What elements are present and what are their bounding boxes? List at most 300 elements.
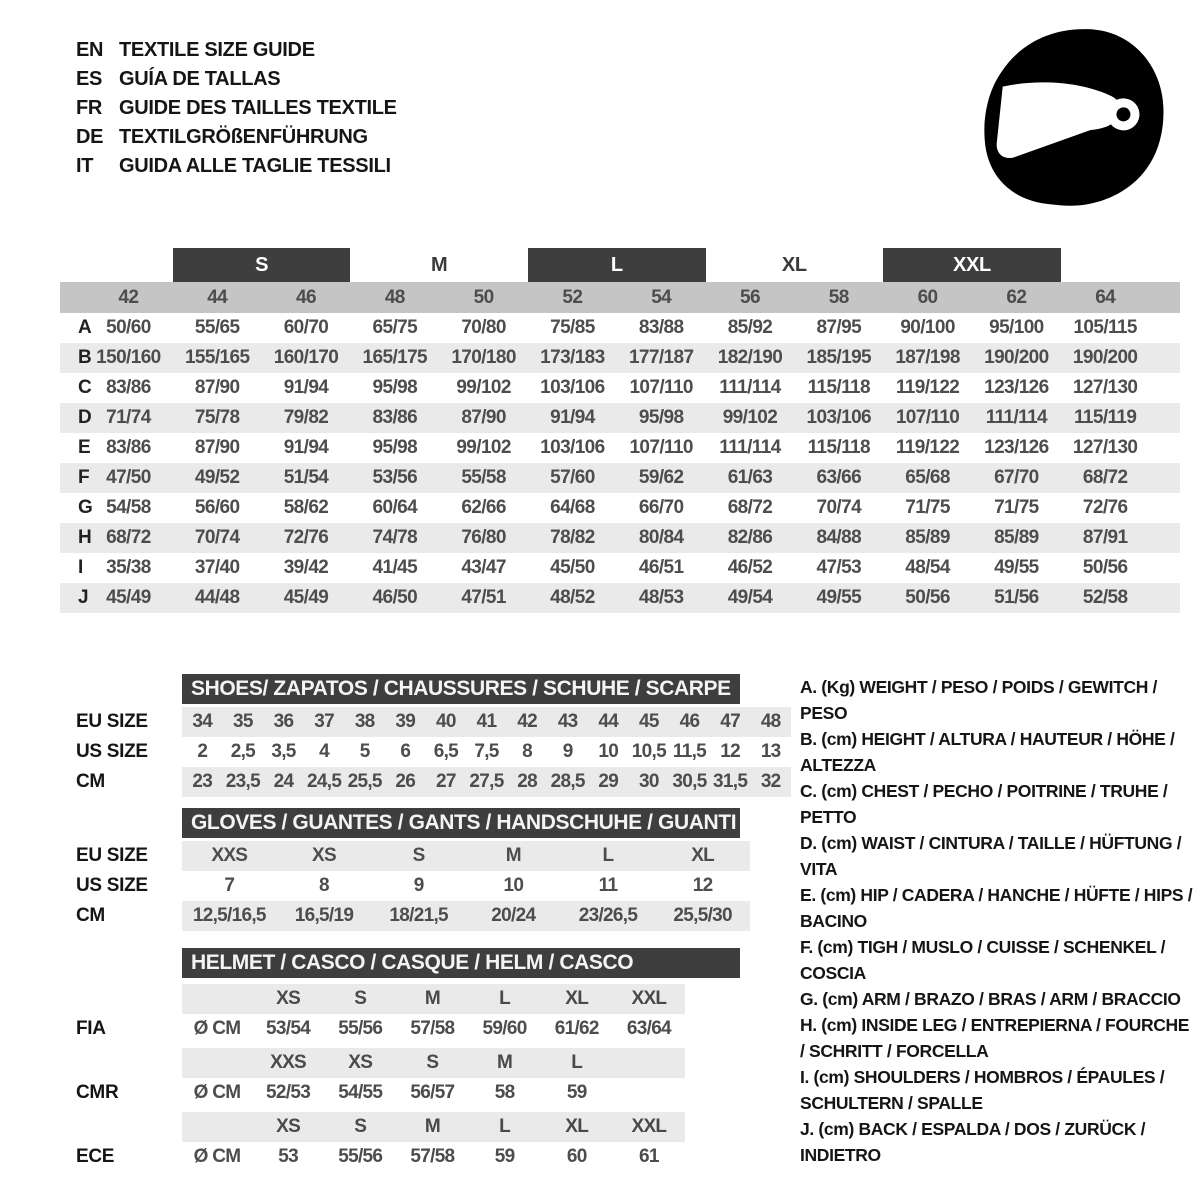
gloves-cell: L bbox=[602, 845, 614, 866]
textile-size-cell: 107/110 bbox=[895, 407, 960, 428]
numeric-size: 64 bbox=[1095, 286, 1116, 308]
numeric-size: 48 bbox=[384, 286, 405, 308]
textile-size-cell: 49/54 bbox=[727, 587, 773, 608]
certification-label: FIA bbox=[76, 1018, 106, 1039]
shoes-cell: 38 bbox=[354, 711, 375, 732]
textile-size-cell: 155/165 bbox=[184, 347, 250, 368]
textile-size-cell: 85/89 bbox=[994, 527, 1039, 548]
helmet-table bbox=[76, 948, 688, 1172]
shoes-row-label: CM bbox=[76, 771, 105, 792]
textile-size-cell: 190/200 bbox=[984, 347, 1049, 368]
textile-size-cell: 83/86 bbox=[106, 437, 151, 458]
gloves-cell: 12,5/16,5 bbox=[192, 905, 266, 926]
shoes-cell: 46 bbox=[679, 711, 700, 732]
textile-size-cell: 50/60 bbox=[106, 317, 151, 338]
textile-size-cell: 115/118 bbox=[807, 437, 870, 458]
size-group-xl: XL bbox=[781, 253, 807, 276]
textile-size-cell: 58/62 bbox=[283, 497, 329, 518]
shoes-cell: 39 bbox=[395, 711, 416, 732]
shoes-cell: 26 bbox=[395, 771, 416, 792]
gloves-cell: M bbox=[505, 845, 521, 866]
helmet-values bbox=[182, 1014, 685, 1044]
language-row bbox=[76, 94, 397, 123]
helmet-sizes-values bbox=[182, 1048, 685, 1078]
textile-size-cell: 51/56 bbox=[994, 587, 1039, 608]
textile-size-cell: 165/175 bbox=[362, 347, 428, 368]
gloves-cell: S bbox=[412, 845, 425, 866]
gloves-cell: 16,5/19 bbox=[294, 905, 354, 926]
textile-size-cell: 111/114 bbox=[985, 407, 1048, 428]
textile-size-cell: 103/106 bbox=[540, 437, 605, 458]
shoes-cell: 31,5 bbox=[713, 771, 748, 792]
shoes-cell: 30 bbox=[639, 771, 659, 792]
shoes-cell: 24 bbox=[273, 771, 294, 792]
textile-size-cell: 45/49 bbox=[283, 587, 329, 608]
textile-size-cell: 65/68 bbox=[905, 467, 950, 488]
gloves-cell: XL bbox=[691, 845, 715, 866]
row-letter: G bbox=[78, 497, 93, 518]
textile-row-h bbox=[60, 523, 1180, 553]
legend-entry: D. (cm) WAIST / CINTURA / TAILLE / HÜFTUNG / VITA bbox=[800, 833, 1182, 879]
certification-label: ECE bbox=[76, 1146, 115, 1167]
textile-size-cell: 87/90 bbox=[194, 377, 240, 398]
gloves-cell: 10 bbox=[503, 875, 524, 896]
textile-size-cell: 63/66 bbox=[816, 467, 862, 488]
textile-size-cell: 111/114 bbox=[719, 377, 781, 398]
textile-size-cell: 90/100 bbox=[900, 317, 955, 338]
textile-size-cell: 170/180 bbox=[451, 347, 516, 368]
textile-size-cell: 182/190 bbox=[717, 347, 783, 368]
shoes-cell: 11,5 bbox=[672, 741, 707, 762]
legend-entry: F. (cm) TIGH / MUSLO / CUISSE / SCHENKEL / COSCIA bbox=[800, 937, 1166, 983]
textile-size-cell: 71/74 bbox=[106, 407, 151, 428]
textile-size-cell: 54/58 bbox=[106, 497, 151, 518]
gloves-cell: 23/26,5 bbox=[578, 905, 638, 926]
gloves-row bbox=[76, 901, 752, 931]
textile-size-cell: 48/54 bbox=[905, 557, 950, 578]
textile-size-cell: 80/84 bbox=[638, 527, 684, 548]
shoes-cell: 25,5 bbox=[347, 771, 382, 792]
language-title: TEXTILE SIZE GUIDE bbox=[119, 39, 315, 61]
shoes-cell: 23,5 bbox=[225, 771, 260, 792]
helmet-unit-cell: Ø CM bbox=[193, 1018, 241, 1039]
shoes-cell: 44 bbox=[598, 711, 619, 732]
textile-size-cell: 43/47 bbox=[461, 557, 506, 578]
helmet-value-cell: 59 bbox=[494, 1146, 515, 1167]
row-letter: H bbox=[78, 527, 92, 548]
textile-size-cell: 49/55 bbox=[816, 587, 862, 608]
helmet-size-cell: XS bbox=[276, 988, 301, 1009]
language-title: TEXTILGRÖßENFÜHRUNG bbox=[119, 126, 368, 148]
shoes-cell: 10,5 bbox=[631, 741, 666, 762]
textile-size-cell: 66/70 bbox=[638, 497, 684, 518]
helmet-sizes-row-cmr bbox=[76, 1048, 688, 1078]
textile-size-cell: 87/90 bbox=[194, 437, 240, 458]
gloves-cell: 25,5/30 bbox=[673, 905, 732, 926]
gloves-row bbox=[76, 871, 752, 901]
shoes-cell: 28,5 bbox=[550, 771, 585, 792]
helmet-size-cell: XXL bbox=[631, 988, 667, 1009]
textile-size-cell: 44/48 bbox=[194, 587, 240, 608]
language-row bbox=[76, 36, 397, 65]
numeric-size: 50 bbox=[473, 286, 494, 308]
gloves-row-label: EU SIZE bbox=[76, 845, 148, 866]
textile-size-cell: 60/64 bbox=[372, 497, 418, 518]
textile-size-cell: 50/56 bbox=[1082, 557, 1128, 578]
textile-size-cell: 87/91 bbox=[1082, 527, 1128, 548]
shoes-cell: 34 bbox=[192, 711, 213, 732]
helmet-sizes-row-label bbox=[76, 984, 182, 1014]
textile-size-cell: 78/82 bbox=[550, 527, 595, 548]
gloves-cell: XXS bbox=[211, 845, 248, 866]
helmet-value-cell: 61/62 bbox=[554, 1018, 599, 1039]
textile-size-cell: 45/49 bbox=[106, 587, 151, 608]
textile-row-g bbox=[60, 493, 1180, 523]
helmet-sizes-row-ece bbox=[76, 1112, 688, 1142]
legend-entry: H. (cm) INSIDE LEG / ENTREPIERNA / FOURCHE / SCHRITT / FORCELLA bbox=[800, 1015, 1190, 1061]
helmet-value-cell: 56/57 bbox=[410, 1082, 455, 1103]
helmet-value-cell: 52/53 bbox=[266, 1082, 311, 1103]
helmet-size-cell: XXL bbox=[631, 1116, 667, 1137]
textile-size-cell: 70/80 bbox=[461, 317, 506, 338]
textile-size-cell: 95/100 bbox=[989, 317, 1044, 338]
helmet-size-cell: L bbox=[499, 988, 511, 1009]
helmet-sizes-values bbox=[182, 1112, 685, 1142]
gloves-row-label: US SIZE bbox=[76, 875, 148, 896]
textile-row-b bbox=[60, 343, 1180, 373]
textile-size-cell: 47/53 bbox=[816, 557, 862, 578]
shoes-table-rows bbox=[76, 707, 792, 797]
helmet-value-cell: 57/58 bbox=[410, 1018, 455, 1039]
helmet-values-row-fia bbox=[76, 1014, 688, 1044]
shoes-cell: 40 bbox=[436, 711, 456, 732]
textile-size-cell: 75/85 bbox=[550, 317, 595, 338]
textile-size-cell: 60/70 bbox=[283, 317, 329, 338]
measurement-legend bbox=[800, 674, 1198, 1168]
gloves-row-label: CM bbox=[76, 905, 105, 926]
language-code: DE bbox=[76, 126, 104, 148]
helmet-value-cell: 53/54 bbox=[266, 1018, 311, 1039]
helmet-value-cell: 57/58 bbox=[410, 1146, 455, 1167]
language-code: IT bbox=[76, 155, 94, 177]
textile-row-j bbox=[60, 583, 1180, 613]
helmet-size-cell: XS bbox=[348, 1052, 373, 1073]
helmet-size-cell: XS bbox=[276, 1116, 301, 1137]
helmet-table-title: HELMET / CASCO / CASQUE / HELM / CASCO bbox=[182, 948, 740, 978]
language-code: EN bbox=[76, 39, 104, 61]
helmet-value-cell: 59/60 bbox=[482, 1018, 527, 1039]
gloves-table bbox=[76, 808, 752, 931]
textile-size-cell: 107/110 bbox=[629, 437, 693, 458]
row-letter: E bbox=[78, 437, 91, 458]
shoes-cell: 37 bbox=[314, 711, 334, 732]
size-group-l: L bbox=[528, 248, 706, 282]
helmet-icon bbox=[972, 20, 1172, 217]
shoes-cell: 48 bbox=[760, 711, 781, 732]
textile-size-cell: 51/54 bbox=[283, 467, 329, 488]
shoes-cell: 2 bbox=[197, 741, 208, 762]
numeric-size: 58 bbox=[828, 286, 849, 308]
helmet-sizes-row-fia bbox=[76, 984, 688, 1014]
textile-size-cell: 59/62 bbox=[638, 467, 684, 488]
shoes-cell: 7,5 bbox=[474, 741, 499, 762]
shoes-cell: 10 bbox=[598, 741, 619, 762]
row-letter: J bbox=[78, 587, 89, 608]
textile-size-cell: 115/119 bbox=[1073, 407, 1137, 428]
textile-size-cell: 190/200 bbox=[1072, 347, 1138, 368]
textile-size-cell: 76/80 bbox=[461, 527, 506, 548]
helmet-sizes-values bbox=[182, 984, 685, 1014]
helmet-value-cell: 55/56 bbox=[338, 1018, 383, 1039]
shoes-cell: 4 bbox=[319, 741, 330, 762]
size-group-m: M bbox=[431, 253, 448, 276]
textile-size-cell: 70/74 bbox=[816, 497, 862, 518]
shoes-cell: 6 bbox=[400, 741, 411, 762]
helmet-unit-cell: Ø CM bbox=[193, 1146, 241, 1167]
textile-size-cell: 173/183 bbox=[540, 347, 605, 368]
row-letter: C bbox=[78, 377, 92, 398]
numeric-size: 44 bbox=[207, 286, 228, 308]
textile-size-cell: 95/98 bbox=[372, 377, 418, 398]
helmet-value-cell: 59 bbox=[566, 1082, 587, 1103]
row-letter: F bbox=[78, 467, 90, 488]
shoes-cell: 9 bbox=[562, 741, 573, 762]
numeric-size: 60 bbox=[917, 286, 938, 308]
gloves-cell: XS bbox=[312, 845, 336, 866]
language-row bbox=[76, 65, 397, 94]
shoes-cell: 29 bbox=[598, 771, 619, 792]
textile-size-cell: 91/94 bbox=[283, 377, 329, 398]
shoes-cell: 43 bbox=[557, 711, 578, 732]
row-letter: D bbox=[78, 407, 92, 428]
language-code: FR bbox=[76, 97, 103, 119]
shoes-row-label: US SIZE bbox=[76, 741, 148, 762]
textile-size-cell: 67/70 bbox=[994, 467, 1039, 488]
textile-size-cell: 85/92 bbox=[727, 317, 773, 338]
helmet-value-cell: 60 bbox=[566, 1146, 587, 1167]
language-code: ES bbox=[76, 68, 103, 90]
textile-size-cell: 50/56 bbox=[905, 587, 950, 608]
legend-entry: B. (cm) HEIGHT / ALTURA / HAUTEUR / HÖHE / ALTEZZA bbox=[800, 729, 1175, 775]
textile-size-cell: 119/122 bbox=[895, 377, 960, 398]
textile-size-cell: 49/52 bbox=[194, 467, 240, 488]
textile-size-cell: 82/86 bbox=[727, 527, 773, 548]
textile-size-cell: 72/76 bbox=[283, 527, 329, 548]
legend-entry: G. (cm) ARM / BRAZO / BRAS / ARM / BRACCIO bbox=[800, 989, 1181, 1009]
textile-size-cell: 99/102 bbox=[722, 407, 778, 428]
helmet-values bbox=[182, 1078, 685, 1108]
shoes-table bbox=[76, 674, 792, 797]
textile-size-cell: 55/65 bbox=[194, 317, 240, 338]
gloves-cell: 9 bbox=[413, 875, 424, 896]
textile-size-cell: 35/38 bbox=[106, 557, 151, 578]
textile-size-cell: 47/51 bbox=[461, 587, 506, 608]
numeric-size: 42 bbox=[118, 286, 139, 308]
shoes-cell: 41 bbox=[476, 711, 497, 732]
textile-size-cell: 72/76 bbox=[1082, 497, 1128, 518]
shoes-row-values bbox=[182, 707, 791, 737]
language-title: GUIDA ALLE TAGLIE TESSILI bbox=[119, 155, 391, 177]
shoes-cell: 8 bbox=[522, 741, 533, 762]
textile-size-cell: 83/88 bbox=[638, 317, 684, 338]
helmet-unit-cell: Ø CM bbox=[193, 1082, 241, 1103]
textile-size-cell: 46/50 bbox=[372, 587, 418, 608]
helmet-sizes-row-label bbox=[76, 1048, 182, 1078]
shoes-cell: 45 bbox=[639, 711, 659, 732]
numeric-size: 54 bbox=[651, 286, 672, 308]
helmet-values-row-cmr bbox=[76, 1078, 688, 1108]
textile-numeric-size-strip bbox=[60, 282, 1180, 313]
helmet-value-cell: 61 bbox=[639, 1146, 659, 1167]
shoes-row-values bbox=[182, 767, 791, 797]
shoes-cell: 28 bbox=[517, 771, 537, 792]
language-title: GUIDE DES TAILLES TEXTILE bbox=[119, 97, 397, 119]
textile-size-cell: 85/89 bbox=[905, 527, 950, 548]
helmet-value-cell: 55/56 bbox=[338, 1146, 383, 1167]
legend-entry: C. (cm) CHEST / PECHO / POITRINE / TRUHE / PETTO bbox=[800, 781, 1168, 827]
gloves-cell: 20/24 bbox=[491, 905, 536, 926]
textile-size-cell: 91/94 bbox=[283, 437, 329, 458]
helmet-values bbox=[182, 1142, 685, 1172]
textile-size-cell: 46/52 bbox=[727, 557, 773, 578]
size-group-s: S bbox=[173, 248, 351, 282]
shoes-row bbox=[76, 737, 792, 767]
shoes-row-values bbox=[182, 737, 791, 767]
shoes-row bbox=[76, 707, 792, 737]
size-group-xxl: XXL bbox=[883, 248, 1061, 282]
shoes-cell: 24,5 bbox=[307, 771, 342, 792]
textile-size-cell: 103/106 bbox=[806, 407, 872, 428]
textile-size-cell: 49/55 bbox=[994, 557, 1039, 578]
shoes-cell: 5 bbox=[359, 741, 370, 762]
helmet-size-cell: M bbox=[497, 1052, 513, 1073]
textile-size-cell: 68/72 bbox=[727, 497, 773, 518]
shoes-cell: 6,5 bbox=[433, 741, 459, 762]
shoes-cell: 30,5 bbox=[672, 771, 707, 792]
textile-size-cell: 111/114 bbox=[719, 437, 781, 458]
helmet-size-cell: XXS bbox=[270, 1052, 307, 1073]
helmet-size-cell: S bbox=[426, 1052, 439, 1073]
textile-size-group-header bbox=[60, 248, 1180, 282]
textile-size-cell: 64/68 bbox=[550, 497, 595, 518]
numeric-size: 62 bbox=[1006, 286, 1027, 308]
textile-size-cell: 68/72 bbox=[106, 527, 151, 548]
textile-size-cell: 61/63 bbox=[727, 467, 773, 488]
shoes-row bbox=[76, 767, 792, 797]
language-title: GUÍA DE TALLAS bbox=[119, 68, 281, 90]
helmet-value-cell: 63/64 bbox=[626, 1018, 671, 1039]
shoes-cell: 32 bbox=[760, 771, 781, 792]
textile-size-cell: 95/98 bbox=[372, 437, 418, 458]
helmet-size-cell: L bbox=[571, 1052, 583, 1073]
textile-size-cell: 45/50 bbox=[550, 557, 595, 578]
textile-size-cell: 74/78 bbox=[372, 527, 418, 548]
textile-size-cell: 185/195 bbox=[806, 347, 872, 368]
gloves-row-values bbox=[182, 901, 750, 931]
textile-row-a bbox=[60, 313, 1180, 343]
numeric-size: 46 bbox=[296, 286, 316, 308]
helmet-values-row-ece bbox=[76, 1142, 688, 1172]
textile-size-cell: 57/60 bbox=[550, 467, 595, 488]
textile-size-cell: 41/45 bbox=[372, 557, 418, 578]
legend-entry: E. (cm) HIP / CADERA / HANCHE / HÜFTE / HIPS / BACINO bbox=[800, 885, 1193, 931]
textile-size-cell: 47/50 bbox=[106, 467, 151, 488]
gloves-table-rows bbox=[76, 841, 752, 931]
textile-size-cell: 75/78 bbox=[194, 407, 240, 428]
textile-size-cell: 84/88 bbox=[816, 527, 862, 548]
certification-label: CMR bbox=[76, 1082, 119, 1103]
gloves-cell: 18/21,5 bbox=[389, 905, 448, 926]
numeric-size: 56 bbox=[740, 286, 760, 308]
shoes-cell: 12 bbox=[720, 741, 740, 762]
textile-size-cell: 48/52 bbox=[550, 587, 595, 608]
textile-size-cell: 46/51 bbox=[638, 557, 684, 578]
textile-size-cell: 68/72 bbox=[1082, 467, 1128, 488]
helmet-table-rows bbox=[76, 984, 688, 1172]
helmet-icon-svg bbox=[972, 20, 1172, 212]
helmet-sizes-row-label bbox=[76, 1112, 182, 1142]
shoes-cell: 47 bbox=[720, 711, 740, 732]
row-letter: A bbox=[78, 317, 92, 338]
gloves-row-values bbox=[182, 871, 750, 901]
textile-size-cell: 177/187 bbox=[628, 347, 694, 368]
textile-size-cell: 71/75 bbox=[994, 497, 1039, 518]
shoes-cell: 23 bbox=[192, 771, 213, 792]
textile-size-cell: 52/58 bbox=[1082, 587, 1128, 608]
textile-size-cell: 95/98 bbox=[638, 407, 684, 428]
textile-size-cell: 127/130 bbox=[1072, 377, 1138, 398]
helmet-value-cell: 54/55 bbox=[338, 1082, 383, 1103]
helmet-size-cell: XL bbox=[565, 1116, 589, 1137]
gloves-cell: 7 bbox=[224, 875, 235, 896]
textile-size-cell: 83/86 bbox=[372, 407, 418, 428]
textile-size-cell: 127/130 bbox=[1072, 437, 1138, 458]
textile-size-cell: 71/75 bbox=[905, 497, 950, 518]
helmet-size-cell: M bbox=[424, 1116, 440, 1137]
helmet-size-cell: L bbox=[499, 1116, 511, 1137]
shoes-cell: 42 bbox=[517, 711, 537, 732]
gloves-cell: 8 bbox=[319, 875, 329, 896]
textile-size-cell: 123/126 bbox=[984, 377, 1049, 398]
textile-size-cell: 62/66 bbox=[461, 497, 506, 518]
textile-row-e bbox=[60, 433, 1180, 463]
legend-entry: I. (cm) SHOULDERS / HOMBROS / ÉPAULES / SCHULTERN / SPALLE bbox=[800, 1067, 1165, 1113]
numeric-size: 52 bbox=[562, 286, 583, 308]
textile-size-cell: 37/40 bbox=[194, 557, 240, 578]
textile-size-cell: 91/94 bbox=[550, 407, 595, 428]
helmet-size-cell: S bbox=[354, 1116, 367, 1137]
textile-size-cell: 83/86 bbox=[106, 377, 151, 398]
shoes-cell: 3,5 bbox=[271, 741, 296, 762]
shoes-cell: 35 bbox=[233, 711, 253, 732]
gloves-row bbox=[76, 841, 752, 871]
language-row bbox=[76, 123, 397, 152]
gloves-cell: 11 bbox=[598, 875, 618, 896]
helmet-size-cell: M bbox=[424, 988, 440, 1009]
textile-size-cell: 48/53 bbox=[638, 587, 684, 608]
language-row bbox=[76, 152, 397, 181]
textile-size-rows bbox=[60, 313, 1180, 613]
textile-size-cell: 107/110 bbox=[629, 377, 693, 398]
legend-entry: A. (Kg) WEIGHT / PESO / POIDS / GEWITCH / PESO bbox=[800, 677, 1158, 723]
textile-size-cell: 187/198 bbox=[895, 347, 960, 368]
textile-size-cell: 55/58 bbox=[461, 467, 506, 488]
textile-size-cell: 105/115 bbox=[1073, 317, 1137, 338]
textile-size-cell: 79/82 bbox=[283, 407, 329, 428]
textile-size-cell: 160/170 bbox=[273, 347, 339, 368]
helmet-size-cell: S bbox=[354, 988, 367, 1009]
textile-row-c bbox=[60, 373, 1180, 403]
